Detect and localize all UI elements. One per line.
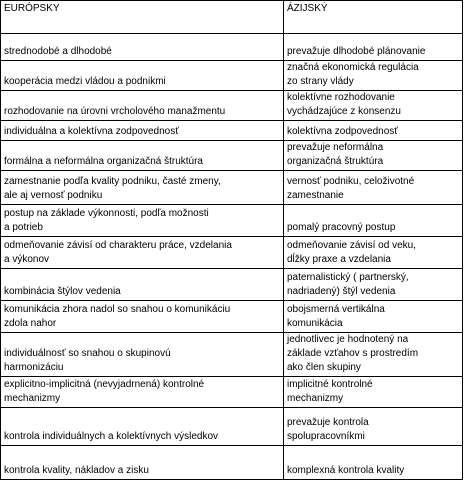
table-row xyxy=(1,237,463,269)
asian-cell: pomalý pracovný postup xyxy=(284,205,463,237)
european-cell: strednodobé a dlhodobé xyxy=(1,34,284,61)
table-row xyxy=(1,91,463,121)
asian-cell: implicitné kontrolné mechanizmy xyxy=(284,377,463,408)
asian-cell: kolektívne rozhodovanie vychádzajúce z konsenzu xyxy=(284,91,463,121)
table-row xyxy=(1,171,463,205)
table-row xyxy=(1,141,463,171)
header-asian: ÁZIJSKÝ xyxy=(284,1,463,34)
asian-cell: značná ekonomická regulácia zo strany vlády xyxy=(284,61,463,91)
asian-cell: prevažuje kontrola spolupracovníkmi xyxy=(284,408,463,446)
table-row xyxy=(1,408,463,446)
european-cell: rozhodovanie na úrovni vrcholového manažmentu xyxy=(1,91,284,121)
european-cell: odmeňovanie závisí od charakteru práce, vzdelania a výkonov xyxy=(1,237,284,269)
table-row xyxy=(1,446,463,480)
table-row xyxy=(1,301,463,333)
asian-cell: prevažuje dlhodobé plánovanie xyxy=(284,34,463,61)
european-cell: kontrola individuálnych a kolektívnych výsledkov xyxy=(1,408,284,446)
table-row xyxy=(1,269,463,301)
header-european: EURÓPSKY xyxy=(1,1,284,34)
table-row xyxy=(1,205,463,237)
asian-cell: komplexná kontrola kvality xyxy=(284,446,463,480)
european-cell: kontrola kvality, nákladov a zisku xyxy=(1,446,284,480)
european-cell: formálna a neformálna organizačná štruktúra xyxy=(1,141,284,171)
table-row xyxy=(1,34,463,61)
table-row xyxy=(1,377,463,408)
european-cell: kooperácia medzi vládou a podnikmi xyxy=(1,61,284,91)
european-cell: explicitno-implicitná (nevyjadrnená) kontrolné mechanizmy xyxy=(1,377,284,408)
asian-cell: obojsmerná vertikálna komunikácia xyxy=(284,301,463,333)
header-row xyxy=(1,1,463,34)
table-row xyxy=(1,61,463,91)
european-cell: komunikácia zhora nadol so snahou o komunikáciu zdola nahor xyxy=(1,301,284,333)
european-cell: individuálna a kolektívna zodpovednosť xyxy=(1,121,284,141)
table-row xyxy=(1,333,463,377)
european-cell: kombinácia štýlov vedenia xyxy=(1,269,284,301)
asian-cell: jednotlivec je hodnotený na základe vzťahov s prostredím ako člen skupiny xyxy=(284,333,463,377)
asian-cell: odmeňovanie závisí od veku, dĺžky praxe a vzdelania xyxy=(284,237,463,269)
table-row xyxy=(1,121,463,141)
european-cell: postup na základe výkonnosti, podľa možnosti a potrieb xyxy=(1,205,284,237)
asian-cell: prevažuje neformálna organizačná štruktúra xyxy=(284,141,463,171)
asian-cell: paternalistický ( partnerský, nadriadený) štýl vedenia xyxy=(284,269,463,301)
asian-cell: vernosť podniku, celoživotné zamestnanie xyxy=(284,171,463,205)
european-cell: individuálnosť so snahou o skupinovú harmonizáciu xyxy=(1,333,284,377)
asian-cell: kolektívna zodpovednosť xyxy=(284,121,463,141)
european-cell: zamestnanie podľa kvality podniku, časté zmeny, ale aj vernosť podniku xyxy=(1,171,284,205)
